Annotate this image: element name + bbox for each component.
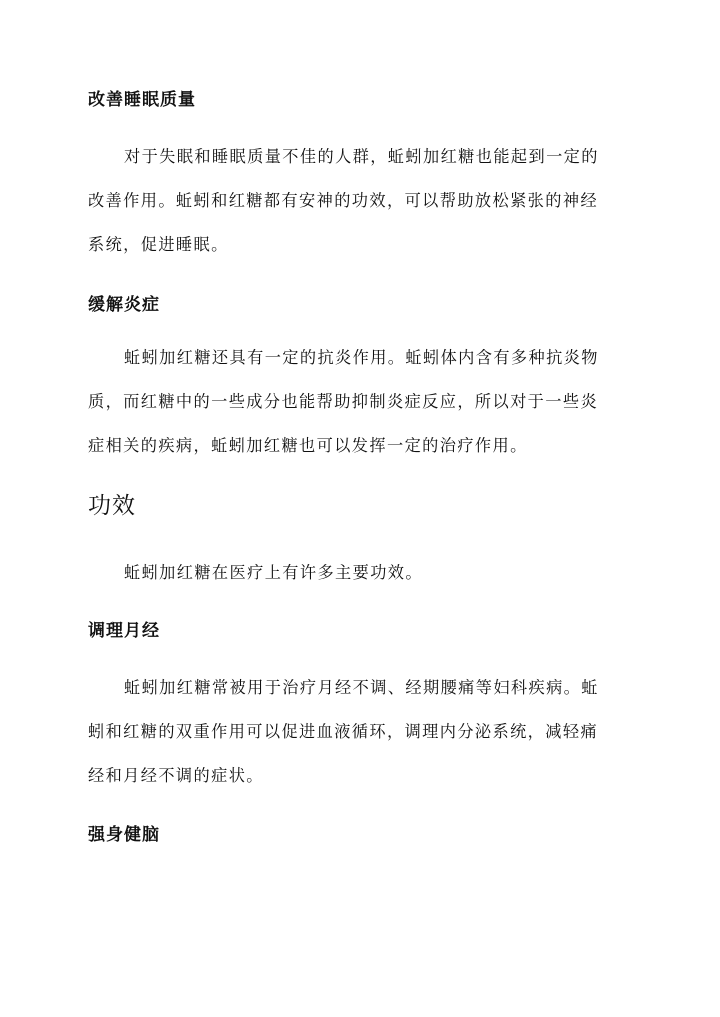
paragraph-line: 质，而红糖中的一些成分也能帮助抑制炎症反应，所以对于一些炎 [88, 392, 599, 411]
paragraph-efficacy-intro [88, 562, 634, 606]
paragraph-line: 经和月经不调的症状。 [88, 766, 264, 785]
paragraph-sleep [88, 146, 634, 278]
paragraph-line: 蚯蚓加红糖在医疗上有许多主要功效。 [124, 563, 423, 582]
paragraph-line: 系统，促进睡眠。 [88, 235, 229, 254]
main-heading-efficacy: 功效 [88, 493, 136, 519]
paragraph-line: 蚯蚓加红糖常被用于治疗月经不调、经期腰痛等妇科疾病。蚯 [124, 678, 599, 697]
section-heading-menstruation: 调理月经 [88, 621, 160, 641]
paragraph-line: 改善作用。蚯蚓和红糖都有安神的功效，可以帮助放松紧张的神经 [88, 191, 599, 210]
section-heading-inflammation: 缓解炎症 [88, 295, 160, 315]
section-heading-strengthen: 强身健脑 [88, 825, 160, 845]
paragraph-line: 蚯蚓加红糖还具有一定的抗炎作用。蚯蚓体内含有多种抗炎物 [124, 348, 599, 367]
paragraph-line: 蚓和红糖的双重作用可以促进血液循环，调理内分泌系统，减轻痛 [88, 722, 599, 741]
paragraph-line: 对于失眠和睡眠质量不佳的人群，蚯蚓加红糖也能起到一定的 [124, 147, 599, 166]
paragraph-line: 症相关的疾病，蚯蚓加红糖也可以发挥一定的治疗作用。 [88, 436, 528, 455]
paragraph-inflammation [88, 347, 634, 479]
paragraph-menstruation [88, 677, 634, 809]
section-heading-sleep: 改善睡眠质量 [88, 90, 196, 110]
